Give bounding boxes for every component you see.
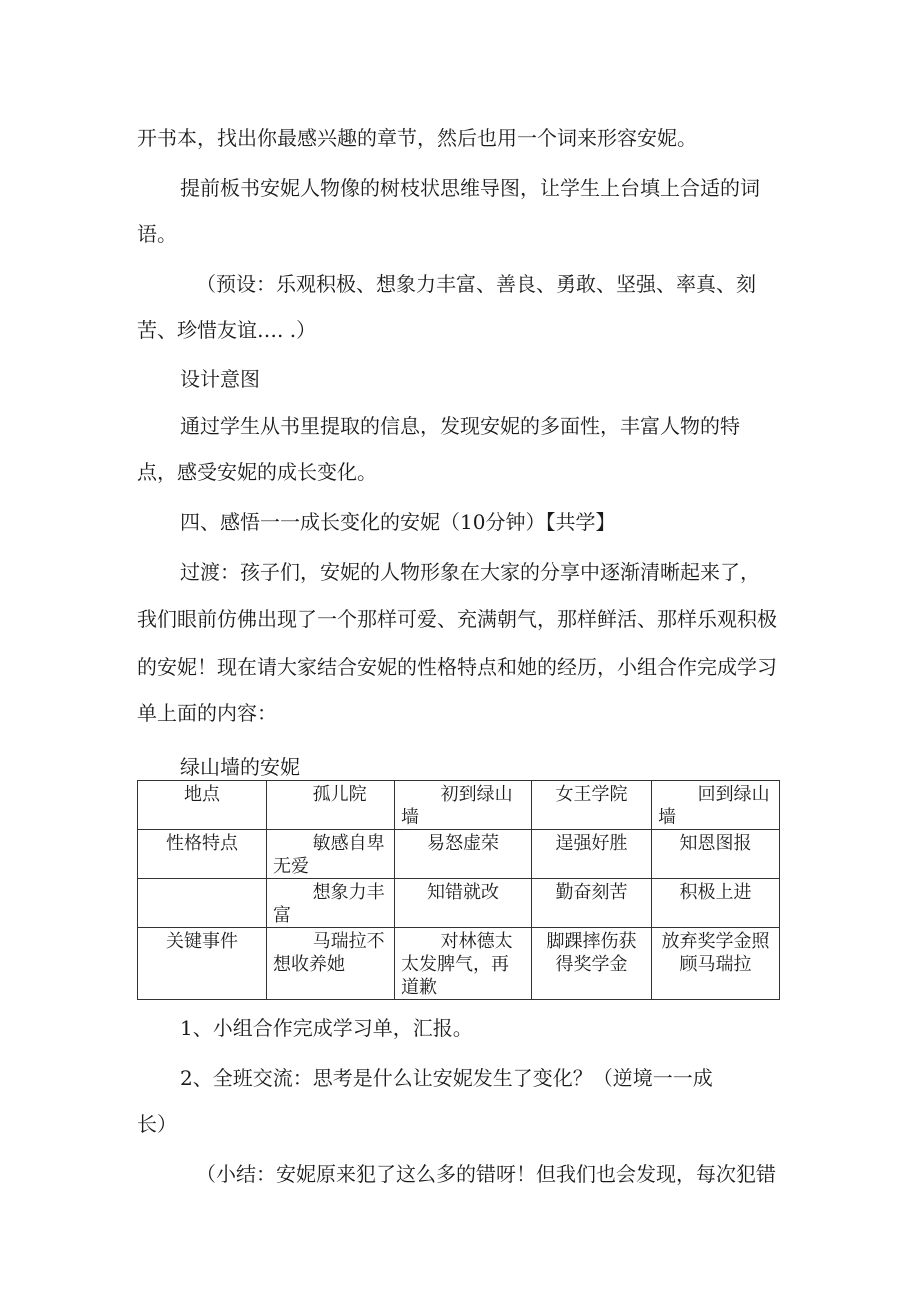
table-cell: 想象力丰富 xyxy=(267,879,395,928)
paragraph-line: （预设：乐观积极、想象力丰富、善良、勇敢、坚强、率真、刻 xyxy=(196,272,756,296)
paragraph-line: 苦、珍惜友谊…. .） xyxy=(137,318,317,342)
paragraph-line: 单上面的内容： xyxy=(137,701,277,725)
paragraph-line: 通过学生从书里提取的信息，发现安妮的多面性，丰富人物的特 xyxy=(180,414,740,438)
table-cell: 勤奋刻苦 xyxy=(532,879,652,928)
table-cell: 积极上进 xyxy=(652,879,780,928)
table-row xyxy=(138,830,780,879)
paragraph-line: 我们眼前仿佛出现了一个那样可爱、充满朝气，那样鲜活、那样乐观积极 xyxy=(137,607,777,631)
paragraph-line: 语。 xyxy=(137,222,177,246)
paragraph-line: 提前板书安妮人物像的树枝状思维导图，让学生上台填上合适的词 xyxy=(180,176,760,200)
table-row xyxy=(138,781,780,830)
table-cell: 敏感自卑无爱 xyxy=(267,830,395,879)
table-cell: 放弃奖学金照顾马瑞拉 xyxy=(652,928,780,1000)
paragraph-line: 2、全班交流：思考是什么让安妮发生了变化？（逆境一一成 xyxy=(180,1066,713,1090)
table-cell: 脚踝摔伤获得奖学金 xyxy=(532,928,652,1000)
paragraph-line: 长） xyxy=(137,1112,177,1136)
paragraph-line: （小结：安妮原来犯了这么多的错呀！但我们也会发现，每次犯错 xyxy=(196,1162,776,1186)
paragraph-line: 的安妮！现在请大家结合安妮的性格特点和她的经历，小组合作完成学习 xyxy=(137,655,777,679)
paragraph-line: 1、小组合作完成学习单，汇报。 xyxy=(180,1016,473,1040)
paragraph-line: 点，感受安妮的成长变化。 xyxy=(137,460,377,484)
table-cell: 关键事件 xyxy=(138,928,267,1000)
table-caption: 绿山墙的安妮 xyxy=(180,755,300,779)
table-cell: 知错就改 xyxy=(395,879,532,928)
paragraph-line: 过渡：孩子们，安妮的人物形象在大家的分享中逐渐清晰起来了， xyxy=(180,560,760,584)
table-cell: 易怒虚荣 xyxy=(395,830,532,879)
table-cell: 地点 xyxy=(138,781,267,830)
table-cell: 马瑞拉不想收养她 xyxy=(267,928,395,1000)
section-heading: 四、感悟一一成长变化的安妮（10分钟）【共学】 xyxy=(180,510,616,534)
table-cell: 性格特点 xyxy=(138,830,267,879)
table-cell xyxy=(138,879,267,928)
table-cell: 孤儿院 xyxy=(267,781,395,830)
table-cell: 回到绿山墙 xyxy=(652,781,780,830)
table-cell: 对林德太太发脾气，再道歉 xyxy=(395,928,532,1000)
section-heading: 设计意图 xyxy=(180,367,260,391)
table-cell: 女王学院 xyxy=(532,781,652,830)
table-row xyxy=(138,879,780,928)
paragraph-line: 开书本，找出你最感兴趣的章节，然后也用一个词来形容安妮。 xyxy=(137,126,697,150)
table-cell: 逞强好胜 xyxy=(532,830,652,879)
table-cell: 初到绿山墙 xyxy=(395,781,532,830)
table-row xyxy=(138,928,780,1000)
study-sheet-table xyxy=(137,780,780,1000)
table-cell: 知恩图报 xyxy=(652,830,780,879)
